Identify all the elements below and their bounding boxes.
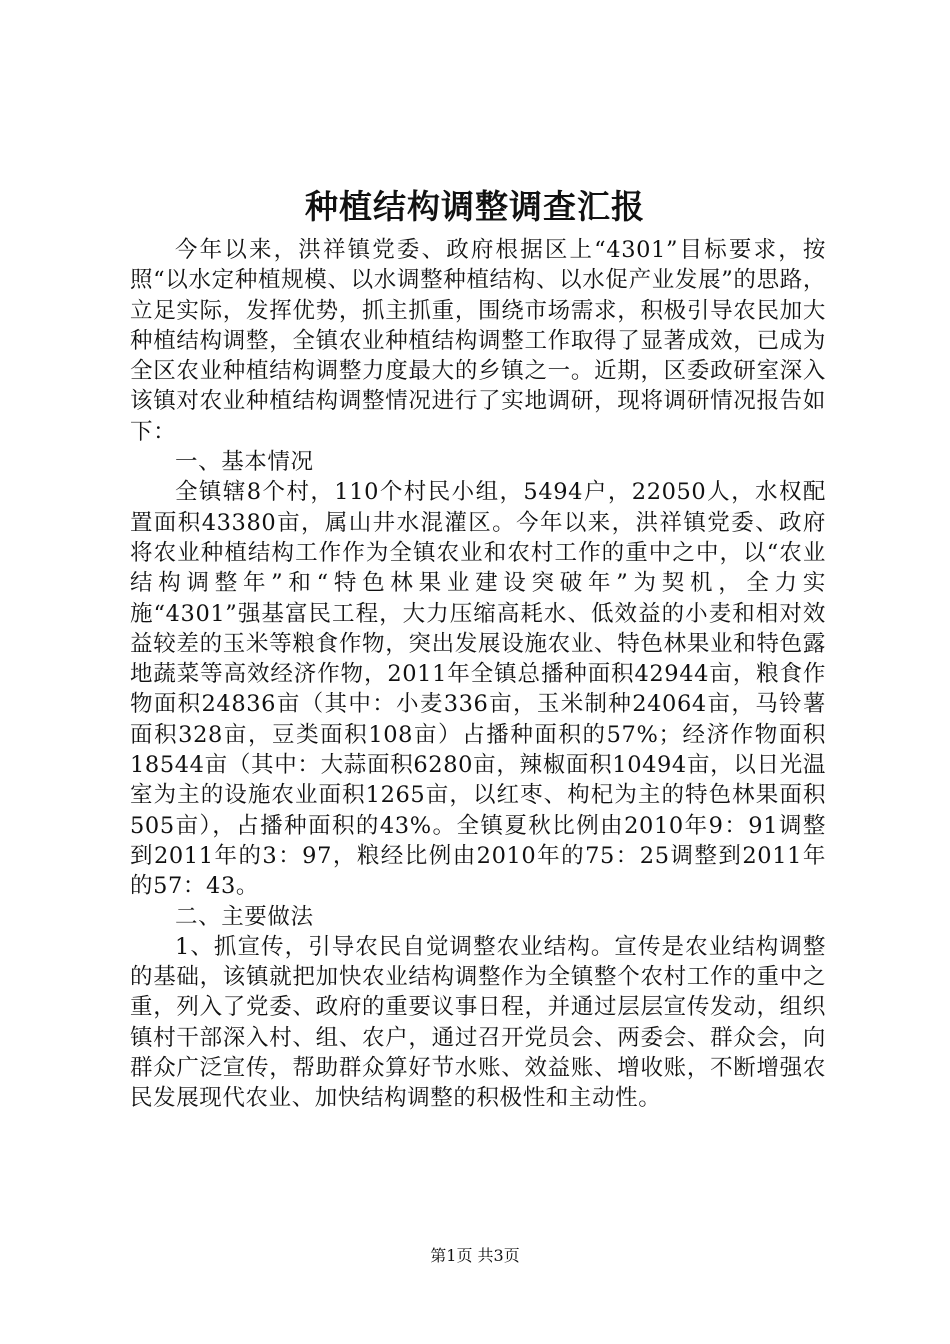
page-number-footer: 第1页 共3页 (430, 1246, 520, 1265)
section-heading-main-practices: 二、主要做法 (175, 903, 314, 930)
document-title: 种植结构调整调查汇报 (305, 187, 645, 226)
main-practices-paragraph: 1、抓宣传，引导农民自觉调整农业结构。宣传是农业结构调整的基础，该镇就把加快农业结构调整作为全镇整个农村工作的重中之重，列入了党委、政府的重要议事日程，并通过层层宣传发动，组织镇村干部深入村、组、农户，通过召开党员会、两委会、群众会，向群众广泛宣传，帮助群众算好节水账、效益账、增收账，不断增强农民发展现代农业、加快结构调整的积极性和主动性。 (130, 933, 826, 1112)
section-heading-basic-situation: 一、基本情况 (175, 449, 314, 476)
document-body (130, 235, 826, 1114)
basic-situation-paragraph: 全镇辖8个村，110个村民小组，5494户，22050人，水权配置面积43380亩，属山井水混灌区。今年以来，洪祥镇党委、政府将农业种植结构工作作为全镇农业和农村工作的重中之中，以“农业结构调整年”和“特色林果业建设突破年”为契机，全力实施“4301”强基富民工程，大力压缩高耗水、低效益的小麦和相对效益较差的玉米等粮食作物，突出发展设施农业、特色林果业和特色露地蔬菜等高效经济作物，2011年全镇总播种面积42944亩，粮食作物面积24836亩（其中：小麦336亩，玉米制种24064亩，马铃薯面积328亩，豆类面积108亩）占播种面积的57%；经济作物面积18544亩（其中：大蒜面积6280亩，辣椒面积10494亩，以日光温室为主的设施农业面积1265亩，以红枣、枸杞为主的特色林果面积505亩），占播种面积的43%。全镇夏秋比例由2010年9：91调整到2011年的3：97，粮经比例由2010年的75：25调整到2011年的57：43。 (130, 479, 826, 900)
intro-paragraph: 今年以来，洪祥镇党委、政府根据区上“4301”目标要求，按照“以水定种植规模、以水调整种植结构、以水促产业发展”的思路，立足实际，发挥优势，抓主抓重，围绕市场需求，积极引导农民加大种植结构调整，全镇农业种植结构调整工作取得了显著成效，已成为全区农业种植结构调整力度最大的乡镇之一。近期，区委政研室深入该镇对农业种植结构调整情况进行了实地调研，现将调研情况报告如下： (130, 237, 826, 445)
